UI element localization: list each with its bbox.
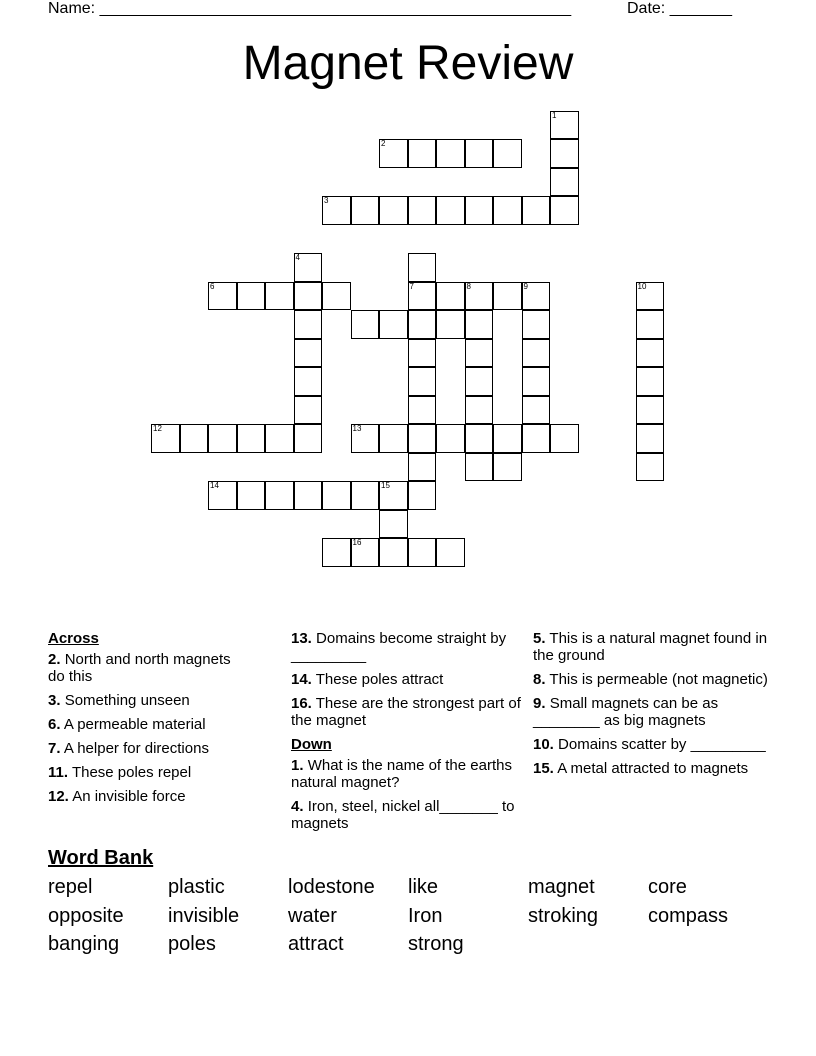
cell-number: 4 — [295, 253, 300, 262]
clue-number: 13. — [291, 630, 312, 647]
clue-text: Something unseen — [64, 692, 190, 709]
crossword-cell[interactable] — [294, 310, 323, 339]
word-bank-word: water — [288, 905, 337, 927]
clue-number: 15. — [533, 760, 554, 777]
cell-number: 13 — [352, 424, 362, 433]
clue-across-11 — [48, 764, 248, 781]
crossword-cell[interactable] — [237, 424, 266, 453]
clue-across-3 — [48, 692, 248, 709]
cell-number: 10 — [637, 281, 647, 291]
crossword-cell[interactable] — [550, 196, 579, 225]
crossword-cell[interactable] — [379, 139, 408, 168]
clue-number: 14. — [291, 671, 312, 688]
crossword-cell[interactable] — [379, 196, 408, 225]
crossword-cell[interactable] — [180, 424, 209, 453]
word-bank-word: Iron — [408, 905, 443, 927]
clue-text: This is a natural magnet found in the ground — [533, 630, 768, 664]
crossword-cell[interactable] — [351, 481, 380, 510]
clue-across-12 — [48, 788, 248, 805]
crossword-cell[interactable] — [379, 538, 408, 567]
clue-across-6 — [48, 716, 248, 733]
crossword-cell[interactable] — [522, 339, 551, 368]
clue-text: A helper for directions — [63, 740, 209, 757]
date-field-label: Date: _______ — [627, 0, 732, 17]
clue-number: 9. — [533, 695, 546, 712]
clue-across-16 — [291, 695, 531, 729]
crossword-cell[interactable] — [208, 424, 237, 453]
crossword-cell[interactable] — [436, 139, 465, 168]
crossword-cell[interactable] — [294, 396, 323, 425]
crossword-cell[interactable] — [408, 310, 437, 339]
crossword-cell[interactable] — [465, 339, 494, 368]
crossword-cell[interactable] — [408, 139, 437, 168]
crossword-cell[interactable] — [636, 339, 665, 368]
crossword-cell[interactable] — [237, 282, 266, 311]
crossword-cell[interactable] — [550, 424, 579, 453]
crossword-cell[interactable] — [351, 538, 380, 567]
crossword-cell[interactable] — [408, 538, 437, 567]
clue-number: 12. — [48, 788, 69, 805]
clue-text: North and north magnets do this — [48, 651, 231, 685]
word-bank-word: plastic — [168, 876, 225, 898]
crossword-cell[interactable] — [294, 424, 323, 453]
crossword-cell[interactable] — [294, 367, 323, 396]
crossword-cell[interactable] — [465, 396, 494, 425]
clue-text: Small magnets can be as ________ as big magnets — [533, 695, 719, 729]
crossword-cell[interactable] — [294, 481, 323, 510]
clue-number: 3. — [48, 692, 61, 709]
crossword-cell[interactable] — [636, 424, 665, 453]
crossword-cell[interactable] — [465, 424, 494, 453]
crossword-cell[interactable] — [636, 453, 665, 482]
crossword-cell[interactable] — [636, 367, 665, 396]
cell-number: 2 — [381, 139, 386, 148]
crossword-cell[interactable] — [237, 481, 266, 510]
crossword-cell[interactable] — [493, 424, 522, 453]
cell-number: 1 — [552, 110, 557, 120]
clue-text: These are the strongest part of the magnet — [291, 695, 521, 729]
crossword-cell[interactable] — [493, 453, 522, 482]
crossword-cell[interactable] — [550, 139, 579, 168]
clue-down-9 — [533, 695, 773, 729]
clue-text: Domains become straight by _________ — [291, 630, 507, 664]
crossword-cell[interactable] — [465, 196, 494, 225]
crossword-cell[interactable] — [322, 538, 351, 567]
down-heading: Down — [291, 736, 332, 753]
crossword-cell[interactable] — [151, 424, 180, 453]
word-bank-word: core — [648, 876, 687, 898]
clue-down-1 — [291, 757, 531, 791]
clue-text: This is permeable (not magnetic) — [549, 671, 768, 688]
crossword-cell[interactable] — [636, 310, 665, 339]
cell-number: 9 — [523, 281, 528, 291]
crossword-cell[interactable] — [522, 367, 551, 396]
clue-number: 16. — [291, 695, 312, 712]
crossword-cell[interactable] — [522, 196, 551, 225]
word-bank-word: compass — [648, 905, 729, 927]
crossword-cell[interactable] — [408, 253, 437, 282]
crossword-cell[interactable] — [379, 510, 408, 539]
clue-text: These poles repel — [71, 764, 192, 781]
cell-number: 3 — [324, 196, 329, 205]
name-field-label: Name: _____________________________________________________ — [48, 0, 572, 17]
crossword-cell[interactable] — [265, 481, 294, 510]
crossword-cell[interactable] — [408, 424, 437, 453]
word-bank-word: poles — [168, 933, 216, 955]
crossword-cell[interactable] — [522, 282, 551, 311]
crossword-cell[interactable] — [351, 310, 380, 339]
crossword-cell[interactable] — [322, 282, 351, 311]
crossword-cell[interactable] — [322, 481, 351, 510]
crossword-cell[interactable] — [408, 282, 437, 311]
clue-down-4 — [291, 798, 531, 832]
clue-across-13 — [291, 630, 531, 664]
word-bank-word: strong — [408, 933, 464, 955]
crossword-cell[interactable] — [294, 339, 323, 368]
crossword-cell[interactable] — [408, 367, 437, 396]
clue-down-10 — [533, 736, 773, 753]
crossword-cell[interactable] — [436, 196, 465, 225]
crossword-cell[interactable] — [265, 424, 294, 453]
crossword-cell[interactable] — [522, 424, 551, 453]
crossword-cell[interactable] — [379, 424, 408, 453]
cell-number: 8 — [466, 281, 471, 291]
clue-text: A permeable material — [63, 716, 206, 733]
crossword-cell[interactable] — [379, 481, 408, 510]
crossword-cell[interactable] — [408, 481, 437, 510]
clue-across-14 — [291, 671, 531, 688]
clue-down-5 — [533, 630, 773, 664]
crossword-cell[interactable] — [208, 481, 237, 510]
clue-text: An invisible force — [72, 788, 186, 805]
crossword-cell[interactable] — [522, 396, 551, 425]
clue-number: 8. — [533, 671, 546, 688]
clue-down-15 — [533, 760, 773, 777]
crossword-cell[interactable] — [436, 538, 465, 567]
clue-text: These poles attract — [315, 671, 444, 688]
word-bank-word: opposite — [48, 905, 124, 927]
clue-column-1 — [48, 630, 248, 812]
crossword-cell[interactable] — [408, 396, 437, 425]
clue-number: 5. — [533, 630, 546, 647]
crossword-cell[interactable] — [408, 196, 437, 225]
crossword-cell[interactable] — [465, 453, 494, 482]
crossword-cell[interactable] — [379, 310, 408, 339]
cell-number: 14 — [210, 481, 219, 490]
crossword-cell[interactable] — [493, 196, 522, 225]
crossword-cell[interactable] — [294, 282, 323, 311]
cell-number: 15 — [381, 481, 390, 490]
crossword-cell[interactable] — [636, 396, 665, 425]
crossword-cell[interactable] — [522, 310, 551, 339]
crossword-cell[interactable] — [465, 282, 494, 311]
clue-number: 10. — [533, 736, 554, 753]
cell-number: 12 — [153, 424, 162, 433]
clue-text: A metal attracted to magnets — [557, 760, 749, 777]
word-bank-title: Word Bank — [48, 847, 154, 869]
crossword-cell[interactable] — [493, 282, 522, 311]
crossword-cell[interactable] — [436, 282, 465, 311]
clue-number: 11. — [48, 764, 69, 781]
clue-number: 1. — [291, 757, 304, 774]
cell-number: 6 — [210, 281, 215, 291]
word-bank-word: like — [408, 876, 439, 898]
crossword-cell[interactable] — [408, 339, 437, 368]
across-heading: Across — [48, 630, 99, 647]
clue-column-2 — [291, 630, 531, 839]
crossword-cell[interactable] — [408, 453, 437, 482]
crossword-cell[interactable] — [351, 196, 380, 225]
clue-text: What is the name of the earths natural magnet? — [291, 757, 512, 791]
crossword-cell[interactable] — [436, 424, 465, 453]
word-bank-word: repel — [48, 876, 93, 898]
clue-number: 4. — [291, 798, 304, 815]
word-bank-word: invisible — [168, 905, 240, 927]
clue-down-8 — [533, 671, 773, 688]
clue-column-3 — [533, 630, 773, 784]
clue-across-2 — [48, 651, 248, 685]
word-bank-word: lodestone — [288, 876, 375, 898]
crossword-cell[interactable] — [294, 253, 323, 282]
crossword-cell[interactable] — [465, 139, 494, 168]
cell-number: 7 — [409, 281, 414, 291]
clue-number: 2. — [48, 651, 61, 668]
word-bank-word: stroking — [528, 905, 599, 927]
crossword-cell[interactable] — [465, 310, 494, 339]
crossword-cell[interactable] — [351, 424, 380, 453]
word-bank-word: banging — [48, 933, 120, 955]
crossword-cell[interactable] — [208, 282, 237, 311]
word-bank-word: magnet — [528, 876, 595, 898]
crossword-cell[interactable] — [550, 168, 579, 197]
clue-text: Domains scatter by _________ — [558, 736, 766, 753]
crossword-cell[interactable] — [636, 282, 665, 311]
crossword-cell[interactable] — [493, 139, 522, 168]
clue-text: Iron, steel, nickel all_______ to magnets — [291, 798, 515, 832]
crossword-cell[interactable] — [322, 196, 351, 225]
cell-number: 16 — [352, 538, 362, 547]
crossword-cell[interactable] — [550, 111, 579, 140]
crossword-cell[interactable] — [465, 367, 494, 396]
page-title: Magnet Review — [242, 37, 574, 90]
crossword-cell[interactable] — [265, 282, 294, 311]
clue-number: 6. — [48, 716, 61, 733]
clue-number: 7. — [48, 740, 61, 757]
crossword-cell[interactable] — [436, 310, 465, 339]
clue-across-7 — [48, 740, 248, 757]
word-bank-word: attract — [288, 933, 344, 955]
